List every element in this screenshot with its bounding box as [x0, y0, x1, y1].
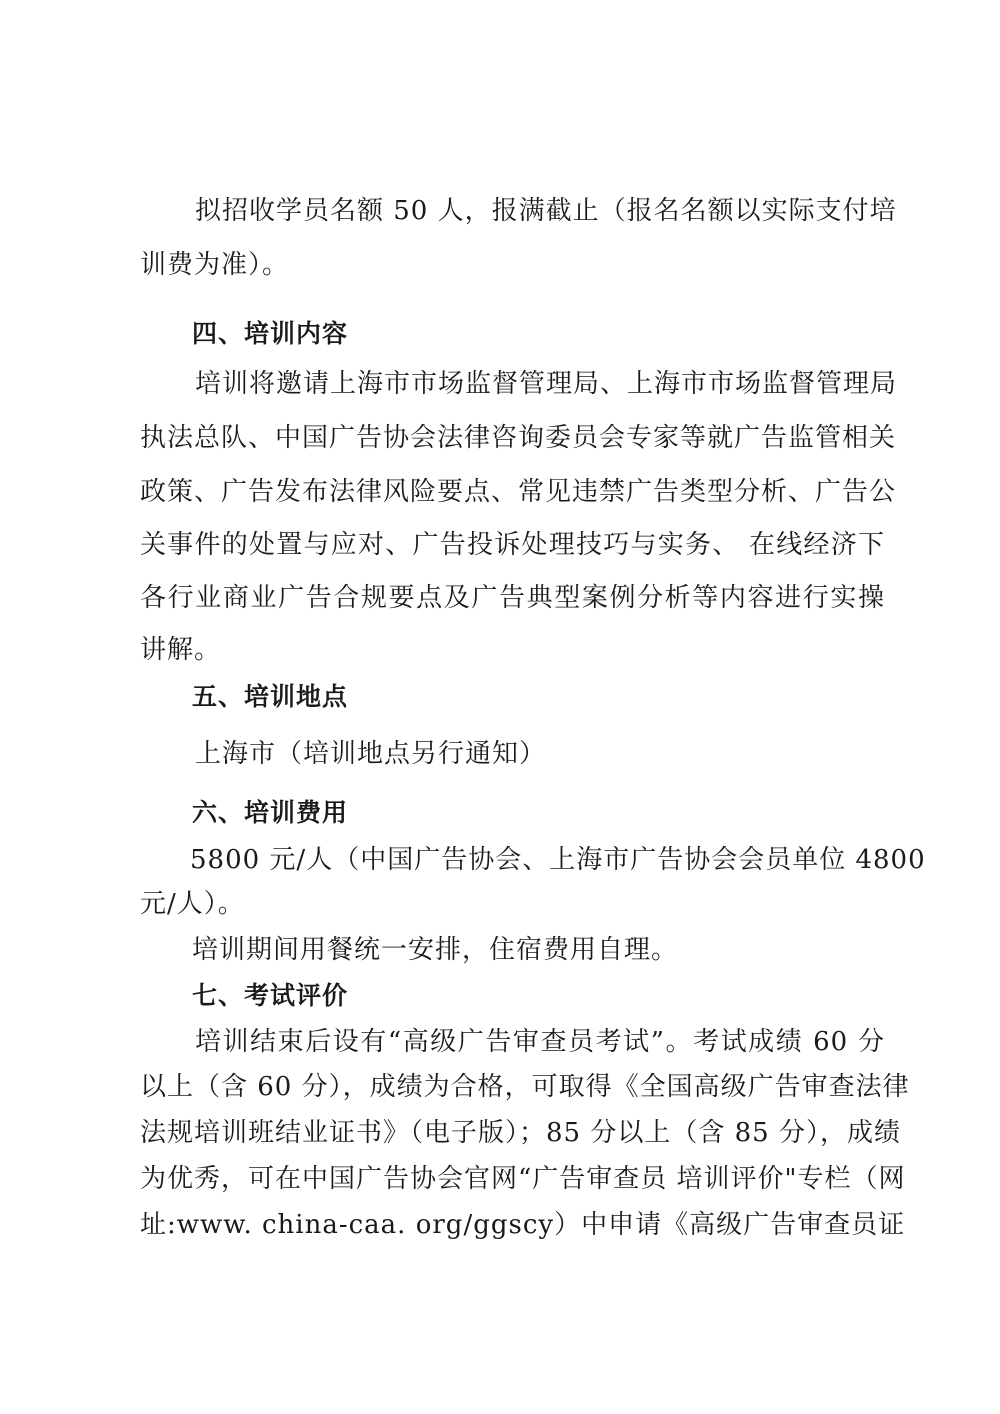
fee-line-2: 元/人）。: [140, 889, 245, 919]
fee-line-3: 培训期间用餐统一安排，住宿费用自理。: [192, 935, 679, 965]
enrollment-line-2: 训费为准）。: [140, 250, 290, 280]
exam-line-2: 以上（含 60 分），成绩为合格，可取得《全国高级广告审查法律: [140, 1072, 910, 1102]
content-line-5: 各行业商业广告合规要点及广告典型案例分析等内容进行实操: [140, 583, 885, 613]
section-heading-content: 四、培训内容: [192, 319, 349, 348]
content-line-1: 培训将邀请上海市市场监督管理局、上海市市场监督管理局: [195, 369, 898, 399]
exam-line-4: 为优秀，可在中国广告协会官网“广告审查员 培训评价"专栏（网: [140, 1164, 906, 1194]
content-line-6: 讲解。: [140, 635, 222, 665]
content-line-4: 关事件的处置与应对、广告投诉处理技巧与实务、 在线经济下: [140, 530, 885, 560]
section-heading-location: 五、培训地点: [192, 682, 349, 711]
location-line-1: 上海市（培训地点另行通知）: [195, 739, 547, 769]
content-line-3: 政策、广告发布法律风险要点、常见违禁广告类型分析、广告公: [140, 477, 897, 507]
exam-line-5: 址:www. china-caa. org/ggscy）中申请《高级广告审查员证: [140, 1210, 906, 1240]
fee-line-1: 5800 元/人（中国广告协会、上海市广告协会会员单位 4800: [190, 845, 926, 875]
content-line-2: 执法总队、中国广告协会法律咨询委员会专家等就广告监管相关: [140, 423, 897, 453]
exam-line-3: 法规培训班结业证书》（电子版）；85 分以上（含 85 分），成绩: [140, 1118, 901, 1148]
enrollment-line-1: 拟招收学员名额 50 人，报满截止（报名名额以实际支付培: [195, 196, 897, 226]
section-heading-fee: 六、培训费用: [192, 798, 349, 827]
section-heading-exam: 七、考试评价: [192, 981, 349, 1010]
exam-line-1: 培训结束后设有“高级广告审查员考试”。考试成绩 60 分: [195, 1027, 885, 1057]
